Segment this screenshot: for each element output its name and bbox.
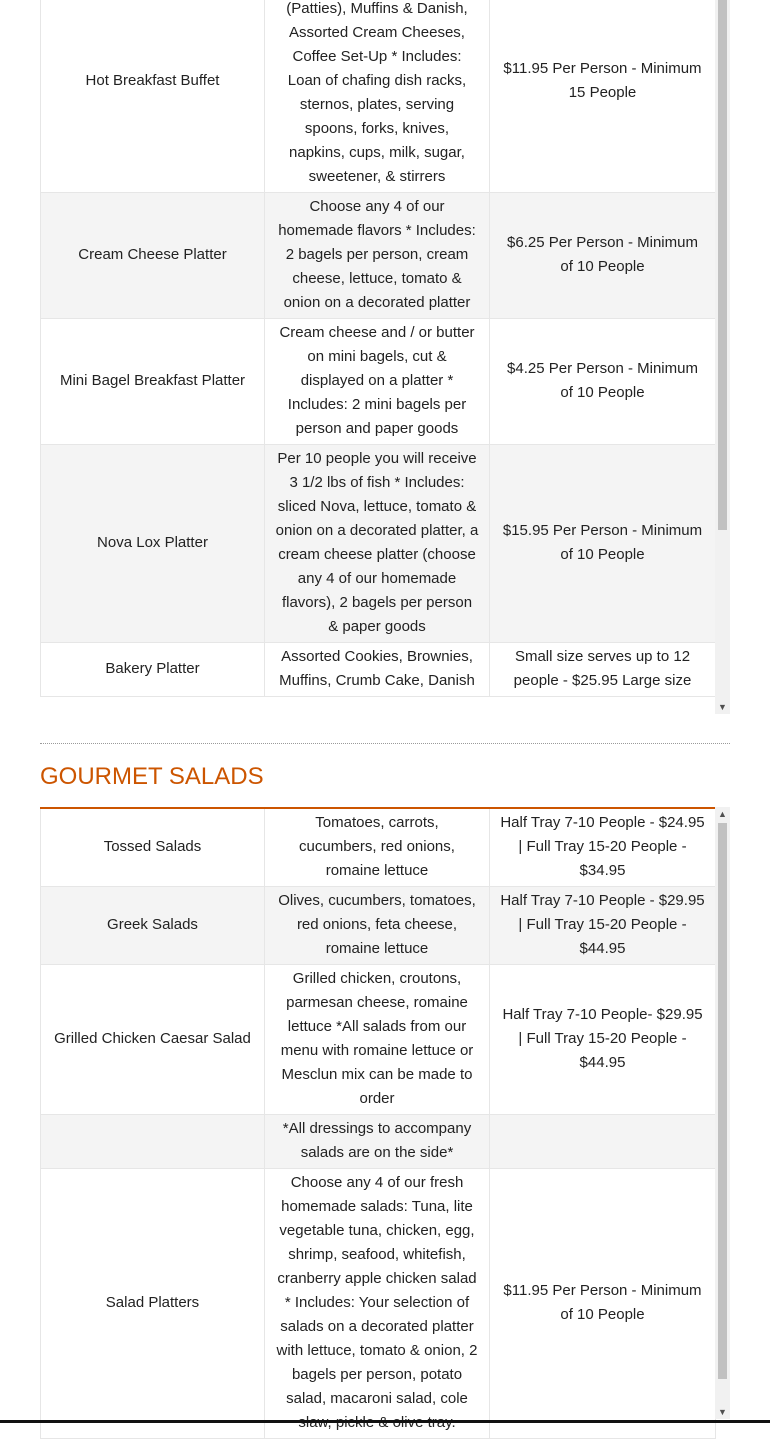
item-name: Bakery Platter xyxy=(41,643,265,697)
table-row xyxy=(41,1115,716,1169)
item-price: $6.25 Per Person - Minimum of 10 People xyxy=(490,193,716,319)
item-name: Mini Bagel Breakfast Platter xyxy=(41,319,265,445)
item-description: Choose any 4 of our homemade flavors * Includes: 2 bagels per person, cream cheese, lettuce, tomato & onion on a decorated platter xyxy=(265,193,490,319)
item-name: Tossed Salads xyxy=(41,808,265,887)
item-description: Grilled chicken, croutons, parmesan cheese, romaine lettuce *All salads from our menu with romaine lettuce or Mesclun mix can be made to order xyxy=(265,965,490,1115)
breakfast-table-scroll-area[interactable] xyxy=(40,0,730,714)
item-price: $15.95 Per Person - Minimum of 10 People xyxy=(490,445,716,643)
item-description: Assorted Cookies, Brownies, Muffins, Crumb Cake, Danish xyxy=(265,643,490,697)
scroll-up-arrow-icon[interactable]: ▲ xyxy=(718,809,727,819)
section-divider xyxy=(40,743,730,744)
table-row xyxy=(41,887,716,965)
item-description: *All dressings to accompany salads are on the side* xyxy=(265,1115,490,1169)
item-price: $11.95 Per Person - Minimum 15 People xyxy=(490,0,716,193)
table-row xyxy=(41,0,716,193)
item-name: Nova Lox Platter xyxy=(41,445,265,643)
bottom-edge-bar xyxy=(0,1420,770,1423)
table-row xyxy=(41,643,716,697)
vertical-scrollbar[interactable] xyxy=(715,0,730,714)
item-description: Olives, cucumbers, tomatoes, red onions, feta cheese, romaine lettuce xyxy=(265,887,490,965)
item-price: Half Tray 7-10 People- $29.95 | Full Tray 15-20 People - $44.95 xyxy=(490,965,716,1115)
table-row xyxy=(41,319,716,445)
table-row xyxy=(41,965,716,1115)
item-price: $11.95 Per Person - Minimum of 10 People xyxy=(490,1169,716,1439)
scroll-down-arrow-icon[interactable]: ▼ xyxy=(718,702,727,712)
gourmet-salads-table xyxy=(40,807,716,1439)
item-name: Salad Platters xyxy=(41,1169,265,1439)
table-row xyxy=(41,193,716,319)
table-row xyxy=(41,445,716,643)
item-name: Grilled Chicken Caesar Salad xyxy=(41,965,265,1115)
salads-table-scroll-area[interactable] xyxy=(40,807,730,1419)
scroll-down-arrow-icon[interactable]: ▼ xyxy=(718,1407,727,1417)
section-title: GOURMET SALADS xyxy=(40,763,264,790)
item-price: Half Tray 7-10 People - $24.95 | Full Tray 15-20 People - $34.95 xyxy=(490,808,716,887)
item-price: Half Tray 7-10 People - $29.95 | Full Tray 15-20 People - $44.95 xyxy=(490,887,716,965)
vertical-scrollbar[interactable] xyxy=(715,807,730,1419)
item-name xyxy=(41,1115,265,1169)
item-description: Per 10 people you will receive 3 1/2 lbs of fish * Includes: sliced Nova, lettuce, tomato & onion on a decorated platter, a cream cheese platter (choose any 4 of our homemade flavors), 2 bagels per person & paper goods xyxy=(265,445,490,643)
item-description: Cream cheese and / or butter on mini bagels, cut & displayed on a platter * Includes: 2 mini bagels per person and paper goods xyxy=(265,319,490,445)
item-price: Small size serves up to 12 people - $25.95 Large size xyxy=(490,643,716,697)
item-price xyxy=(490,1115,716,1169)
item-description: Tomatoes, carrots, cucumbers, red onions, romaine lettuce xyxy=(265,808,490,887)
table-row xyxy=(41,808,716,887)
breakfast-catering-table xyxy=(40,0,716,697)
item-description: Choose any 4 of our fresh homemade salads: Tuna, lite vegetable tuna, chicken, egg, shrimp, seafood, whitefish, cranberry apple chicken salad * Includes: Your selection of salads on a decorated platter with lettuce, tomato & onion, 2 bagels per person, potato salad, macaroni salad, cole xyxy=(265,1169,490,1439)
item-price: $4.25 Per Person - Minimum of 10 People xyxy=(490,319,716,445)
table-row xyxy=(41,1169,716,1439)
item-name: Hot Breakfast Buffet xyxy=(41,0,265,193)
scrollbar-thumb[interactable] xyxy=(718,823,727,1379)
item-name: Cream Cheese Platter xyxy=(41,193,265,319)
scrollbar-thumb[interactable] xyxy=(718,0,727,530)
item-name: Greek Salads xyxy=(41,887,265,965)
item-description: (Patties), Muffins & Danish, Assorted Cream Cheeses, Coffee Set-Up * Includes: Loan of chafing dish racks, sternos, plates, serving spoons, forks, knives, napkins, cups, milk, sugar, sweetener, & stirrers xyxy=(265,0,490,193)
